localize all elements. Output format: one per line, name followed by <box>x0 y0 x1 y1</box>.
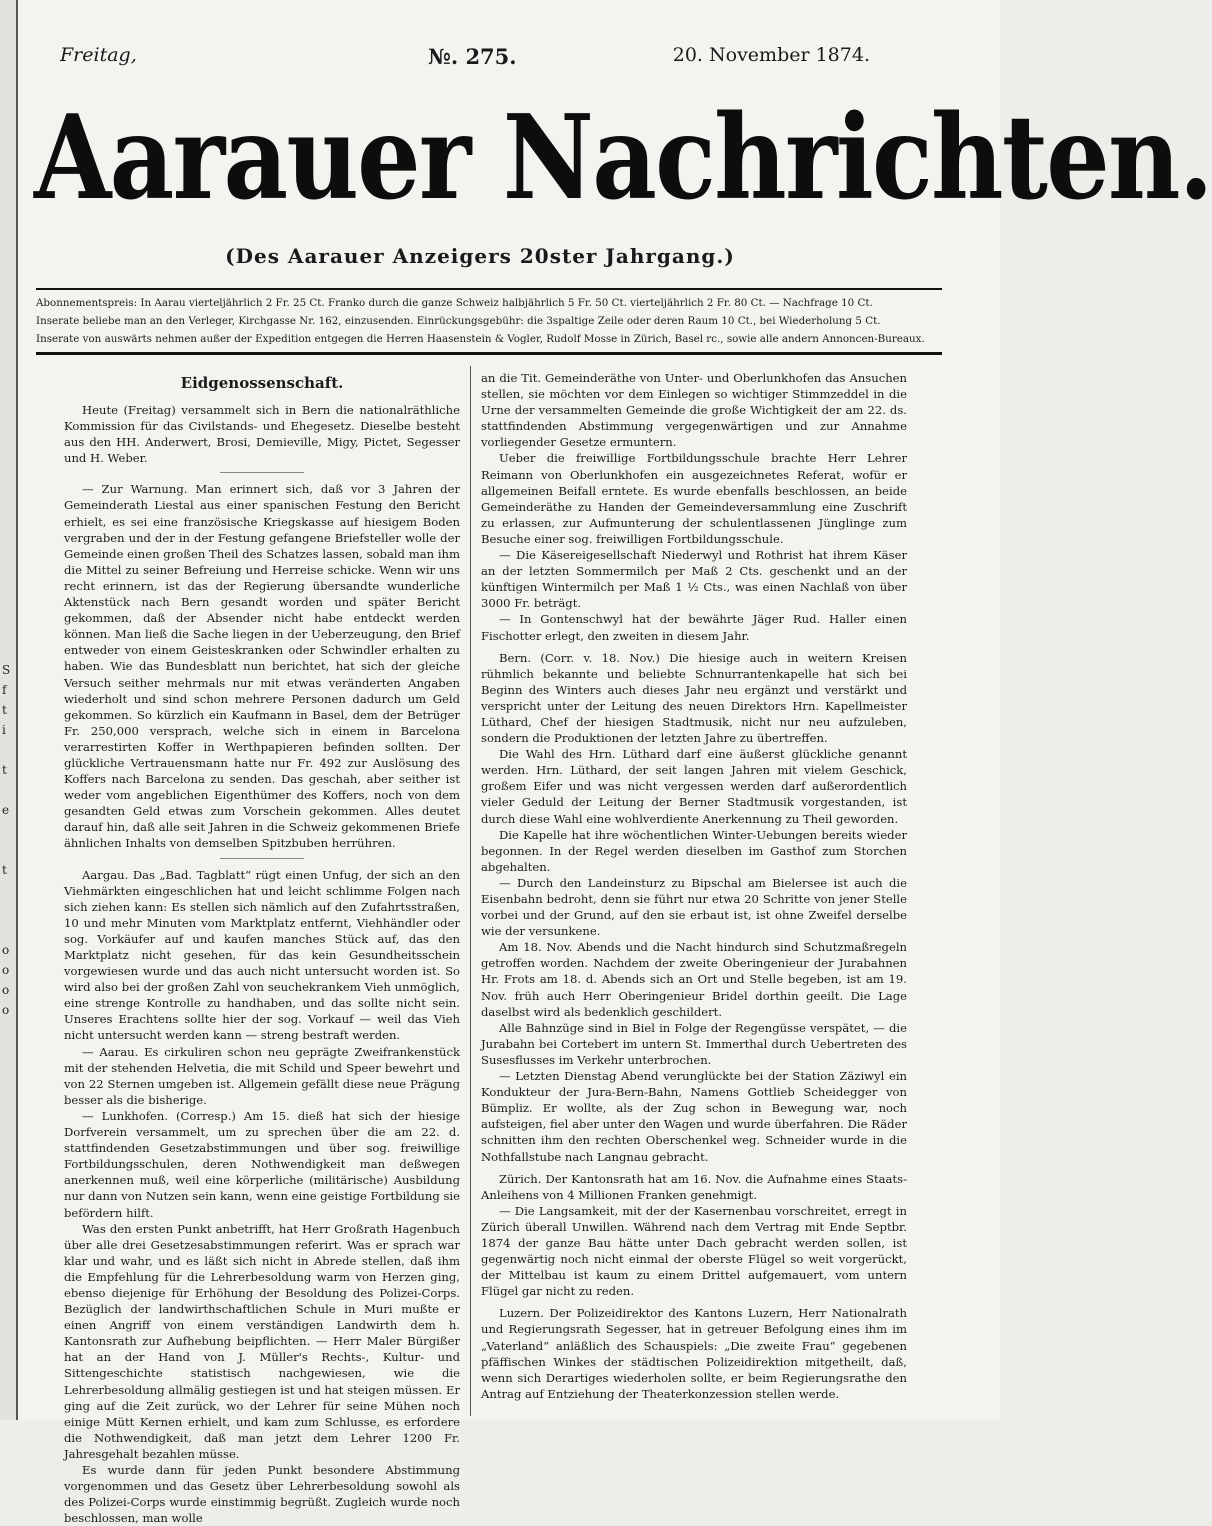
article-paragraph: — In Gontenschwyl hat der bewährte Jäger Rud. Haller einen Fischotter erlegt, den zweiten in diesem Jahr. <box>481 612 907 643</box>
edge-mark: f <box>2 683 7 697</box>
edge-mark: t <box>2 863 7 877</box>
info-line: Inserate von auswärts nehmen außer der Expedition entgegen die Herren Haasenstein & Vogler, Rudolf Mosse in Zürich, Basel rc., sowie alle andern Annoncen-Bureaux. <box>36 333 925 345</box>
edge-mark: o <box>2 1003 10 1017</box>
edge-mark <box>2 780 14 800</box>
edge-mark: o <box>2 943 10 957</box>
article-paragraph: Luzern. Der Polizeidirektor des Kantons Luzern, Herr Nationalrath und Regierungsrath Segesser, hat in getreuer Befolgung eines ihm im „Vaterland“ anläßlich des Schauspiels: „Die zweite Frau“ gegebenen pfäffischen Winkes der städtischen Polizeidirektion mitgetheilt, daß, wenn sich Derartiges wiederholen sollte, er beim Regierungsrathe den Antrag auf Entziehung der Theaterkonzession stellen werde. <box>481 1306 907 1401</box>
article-paragraph: Es wurde dann für jeden Punkt besondere Abstimmung vorgenommen und das Gesetz über Lehrerbesoldung sowohl als des Polizei-Corps wurde einstimmig begrüßt. Zugleich wurde noch beschlossen, man wolle <box>64 1463 460 1526</box>
article-paragraph: — Lunkhofen. (Corresp.) Am 15. dieß hat sich der hiesige Dorfverein versammelt, um zu sprechen über die am 22. d. stattfindenden Gesetzabstimmungen und über sog. freiwillige Fortbildungsschulen, deren Nothwendigkeit man deßwegen anerkennen muß, weil eine körperliche (militärische) Ausbildung nur dann von Nutzen sein kann, wenn eine geistige Fortbildung sie befördern hilft. <box>64 1108 460 1220</box>
info-line: Inserate beliebe man an den Verleger, Kirchgasse Nr. 162, einzusenden. Einrückungsgebühr: die 3spaltige Zeile oder deren Raum 10 Ct., bei Wiederholung 5 Ct. <box>36 315 881 327</box>
article-paragraph: Am 18. Nov. Abends und die Nacht hindurch sind Schutzmaßregeln getroffen worden. Nachdem der zweite Oberingenieur der Jurabahnen Hr. Frots am 18. d. Abends sich an Ort und Stelle begeben, ist am 19. Nov. früh auch Herr Oberingenieur Bridel dorthin geeilt. Die Lage daselbst wird als bedenklich geschildert. <box>481 940 907 1019</box>
edge-mark: o <box>2 963 10 977</box>
issue-date: 20. November 1874. <box>672 44 870 66</box>
article-paragraph: Die Kapelle hat ihre wöchentlichen Winter-Uebungen bereits wieder begonnen. In der Regel werden dieselben im Gasthof zum Storchen abgehalten. <box>481 827 907 874</box>
article-paragraph: — Letzten Dienstag Abend verunglückte bei der Station Zäziwyl ein Kondukteur der Jura-Bern-Bahn, Namens Gottlieb Scheidegger von Bümpliz. Er wollte, als der Zug schon in Bewegung war, noch aufsteigen, fiel aber unter den Wagen und wurde überfahren. Die Räder schnitten ihm den rechten Oberschenkel weg. Schneider wurde in die Nothfallstube nach Langnau gebracht. <box>481 1069 907 1164</box>
adjacent-page-edge <box>0 0 18 1420</box>
article-paragraph: Aargau. Das „Bad. Tagblatt“ rügt einen Unfug, der sich an den Viehmärkten eingeschlichen hat und leicht schlimme Folgen nach sich ziehen kann: Es stellen sich nämlich auf den Zufahrtsstraßen, 10 und mehr Minuten vom Marktplatz entfernt, Viehhändler oder sog. Vorkäufer auf und kaufen manches Stück auf, das den Marktplatz nicht gesehen, für das kein Gesundheitsschein vorgewiesen wurde und das auch nicht untersucht worden ist. So wird also bei der großen Zahl von seuchekrankem Vieh unmöglich, eine strenge Kontrolle zu handhaben, und das sollte nicht sein. Unseres Erachtens sollte hier der sog. Vorkauf — weil das Vieh nicht untersucht werden kann — streng bestraft werden. <box>64 867 460 1043</box>
article-separator <box>220 858 304 859</box>
edge-mark: t <box>2 703 7 717</box>
article-paragraph: an die Tit. Gemeinderäthe von Unter- und Oberlunkhofen das Ansuchen stellen, sie möchten vor dem Einlegen so wichtiger Stimmzeddel in die Urne der versammelten Gemeinde die große Wichtigkeit der am 22. ds. stattfindenden Abstimmung vergegenwärtigen und zur Annahme vorliegender Gesetze ermuntern. <box>481 371 907 450</box>
article-paragraph: Was den ersten Punkt anbetrifft, hat Herr Großrath Hagenbuch über alle drei Gesetzesabstimmungen referirt. Was er sprach war klar und wahr, und es läßt sich nicht in Abrede stellen, daß ihm die Empfehlung für die Lehrerbesoldung warm von Herzen ging, ebenso diejenige für Erhöhung der Besoldung des Polizei-Corps. Bezüglich der landwirthschaftlichen Schule in Muri mußte er einen Angriff von einem verständigen Landwirth dem h. Kantonsrath zur Aufhebung beipflichten. — Herr Maler Bürgißer hat an der Hand von J. Müller's Rechts-, Kultur- und Sittengeschichte statistisch nachgewiesen, wie die Lehrerbesoldung allmälig gestiegen ist und hat steigen müssen. Er ging auf die Zeit zurück, wo der Lehrer für seine Mühen noch einige Mütt Kernen erhielt, und kam zum Schlusse, es erfordere die Nothwendigkeit, daß man jetzt dem Lehrer 1200 Fr. Jahresgehalt bezahlen müsse. <box>64 1221 460 1461</box>
edge-mark <box>2 820 14 840</box>
issue-day: Freitag, <box>60 44 137 66</box>
article-paragraph: Ueber die freiwillige Fortbildungsschule brachte Herr Lehrer Reimann von Oberlunkhofen ein ausgezeichnetes Referat, wofür er allgemeinen Beifall erntete. Es wurde ebenfalls beschlossen, an beide Gemeinderäthe zu Handen der Gemeindeversammlung eine Zuschrift zu erlassen, zur Aufmunterung der schulentlassenen Jünglinge zum Besuche einer sog. freiwilligen Fortbildungsschule. <box>481 451 907 546</box>
edge-mark <box>2 740 14 760</box>
edge-mark <box>2 840 14 860</box>
article-paragraph: Zürich. Der Kantonsrath hat am 16. Nov. die Aufnahme eines Staats-Anleihens von 4 Millionen Franken genehmigt. <box>481 1171 907 1202</box>
dateline <box>60 44 870 74</box>
article-paragraph: Bern. (Corr. v. 18. Nov.) Die hiesige auch in weitern Kreisen rühmlich bekannte und beliebte Schnurrantenkapelle hat sich bei Beginn des Winters auch dieses Jahr neu ergänzt und verstärkt und verspricht unter der Leitung des neuen Direktors Hrn. Kapellmeister Lüthard, Chef der hiesigen Stadtmusik, nicht nur neu aufzuleben, sondern die Produktionen der letzten Jahre zu übertreffen. <box>481 650 907 746</box>
article-paragraph: — Die Käsereigesellschaft Niederwyl und Rothrist hat ihrem Käser an der letzten Sommermilch per Maß 2 Cts. geschenkt und an der künftigen Wintermilch per Maß 1 ½ Cts., was einen Nachlaß von über 3000 Fr. beträgt. <box>481 548 907 611</box>
edge-mark: t <box>2 763 7 777</box>
article-paragraph: Die Wahl des Hrn. Lüthard darf eine äußerst glückliche genannt werden. Hrn. Lüthard, der seit langen Jahren mit vielem Geschick, großem Eifer und was nicht vergessen werden darf außerordentlich vieler Geduld der Leitung der Berner Stadtmusik vorgestanden, ist durch diese Wahl eine wohlverdiente Anerkennung zu Theil geworden. <box>481 747 907 826</box>
subscription-info <box>36 294 942 348</box>
edge-mark: o <box>2 983 10 997</box>
masthead-subtitle: (Des Aarauer Anzeigers 20ster Jahrgang.) <box>225 244 735 268</box>
section-heading: Eidgenossenschaft. <box>180 374 344 392</box>
left-column <box>64 368 460 1526</box>
article-paragraph: — Aarau. Es cirkuliren schon neu geprägte Zweifrankenstück mit der stehenden Helvetia, die mit Schild und Speer bewehrt und von 22 Sternen umgeben ist. Allgemein gefällt diese neue Prägung besser als die bisherige. <box>64 1044 460 1107</box>
edge-mark <box>2 900 14 920</box>
edge-marks <box>2 660 14 1020</box>
right-column <box>481 370 907 1402</box>
top-rule <box>36 288 942 290</box>
edge-mark: e <box>2 803 10 817</box>
edge-mark <box>2 920 14 940</box>
article-paragraph: — Durch den Landeinsturz zu Bipschal am Bielersee ist auch die Eisenbahn bedroht, denn sie führt nur etwa 20 Schritte von jener Stelle vorbei und der Grund, auf den sie erbaut ist, ist ohne Zweifel derselbe wie der versunkene. <box>481 875 907 939</box>
edge-mark <box>2 880 14 900</box>
bottom-rule <box>36 352 942 355</box>
masthead-title: Aarauer Nachrichten. <box>34 90 1212 226</box>
info-line: Abonnementspreis: In Aarau vierteljährlich 2 Fr. 25 Ct. Franko durch die ganze Schweiz halbjährlich 5 Fr. 50 Ct. vierteljährlich 2 Fr. 80 Ct. — Nachfrage 10 Ct. <box>36 297 873 309</box>
article-paragraph: Alle Bahnzüge sind in Biel in Folge der Regengüsse verspätet, — die Jurabahn bei Cortebert im untern St. Immerthal durch Uebertreten des Susesflusses im Verkehr unterbrochen. <box>481 1020 907 1067</box>
edge-mark: i <box>2 723 6 737</box>
column-divider <box>470 366 471 1416</box>
article-paragraph: — Die Langsamkeit, mit der der Kasernenbau vorschreitet, erregt in Zürich überall Unwillen. Während nach dem Vertrag mit Ende Septbr. 1874 der ganze Bau hätte unter Dach gebracht werden sollen, ist gegenwärtig noch nicht einmal der oberste Flügel so weit vorgerückt, der Mittelbau ist kaum zu einem Drittel aufgemauert, vom untern Flügel gar nicht zu reden. <box>481 1203 907 1299</box>
edge-mark: S <box>2 663 11 677</box>
issue-number: №. 275. <box>428 44 517 69</box>
article-paragraph: Heute (Freitag) versammelt sich in Bern die nationalräthliche Kommission für das Civilstands- und Ehegesetz. Dieselbe besteht aus den HH. Anderwert, Brosi, Demieville, Migy, Pictet, Segesser und H. Weber. <box>64 403 460 466</box>
article-paragraph: — Zur Warnung. Man erinnert sich, daß vor 3 Jahren der Gemeinderath Liestal aus einer spanischen Festung den Bericht erhielt, es sei eine französische Kriegskasse auf hiesigem Boden vergraben und der in der Festung gefangene Briefsteller wolle der Gemeinde einen großen Theil des Schatzes lassen, sobald man ihm die Mittel zu seiner Befreiung und Herreise schicke. Wenn wir uns recht erinnern, ist das der Regierung übersandte wunderliche Aktenstück nach Bern gesandt worden und später Bericht gekommen, daß der Absender nicht habe entdeckt werden können. Man ließ die Sache liegen in der Ueberzeugung, den Brief entweder von einem Geisteskranken oder Schwindler erhalten zu haben. Wie das Bundesblatt nun berichtet, hat sich der gleiche Versuch seither mehrmals nur mit etwas veränderten Angaben wiederholt und sind schon mehrere Personen dadurch um Geld gekommen. So kürzlich ein Kaufmann in Basel, dem der Betrüger Fr. 250,000 versprach, welche sich in einem in Barcelona verarrestirten Koffer in Werthpapieren befinden sollten. Der glückliche Vertrauensmann hatte nur Fr. 492 zur Auslösung des Koffers nach Barcelona zu senden. Das geschah, aber seither ist weder vom angeblichen Eigenthümer des Koffers, noch von dem gesandten Geld etwas zum Vorschein gekommen. Alles deutet darauf hin, daß alle seit Jahren in die Schweiz gekommenen Briefe ähnlichen Inhalts von demselben Spitzbuben herrühren. <box>64 482 460 851</box>
article-separator <box>220 472 304 473</box>
